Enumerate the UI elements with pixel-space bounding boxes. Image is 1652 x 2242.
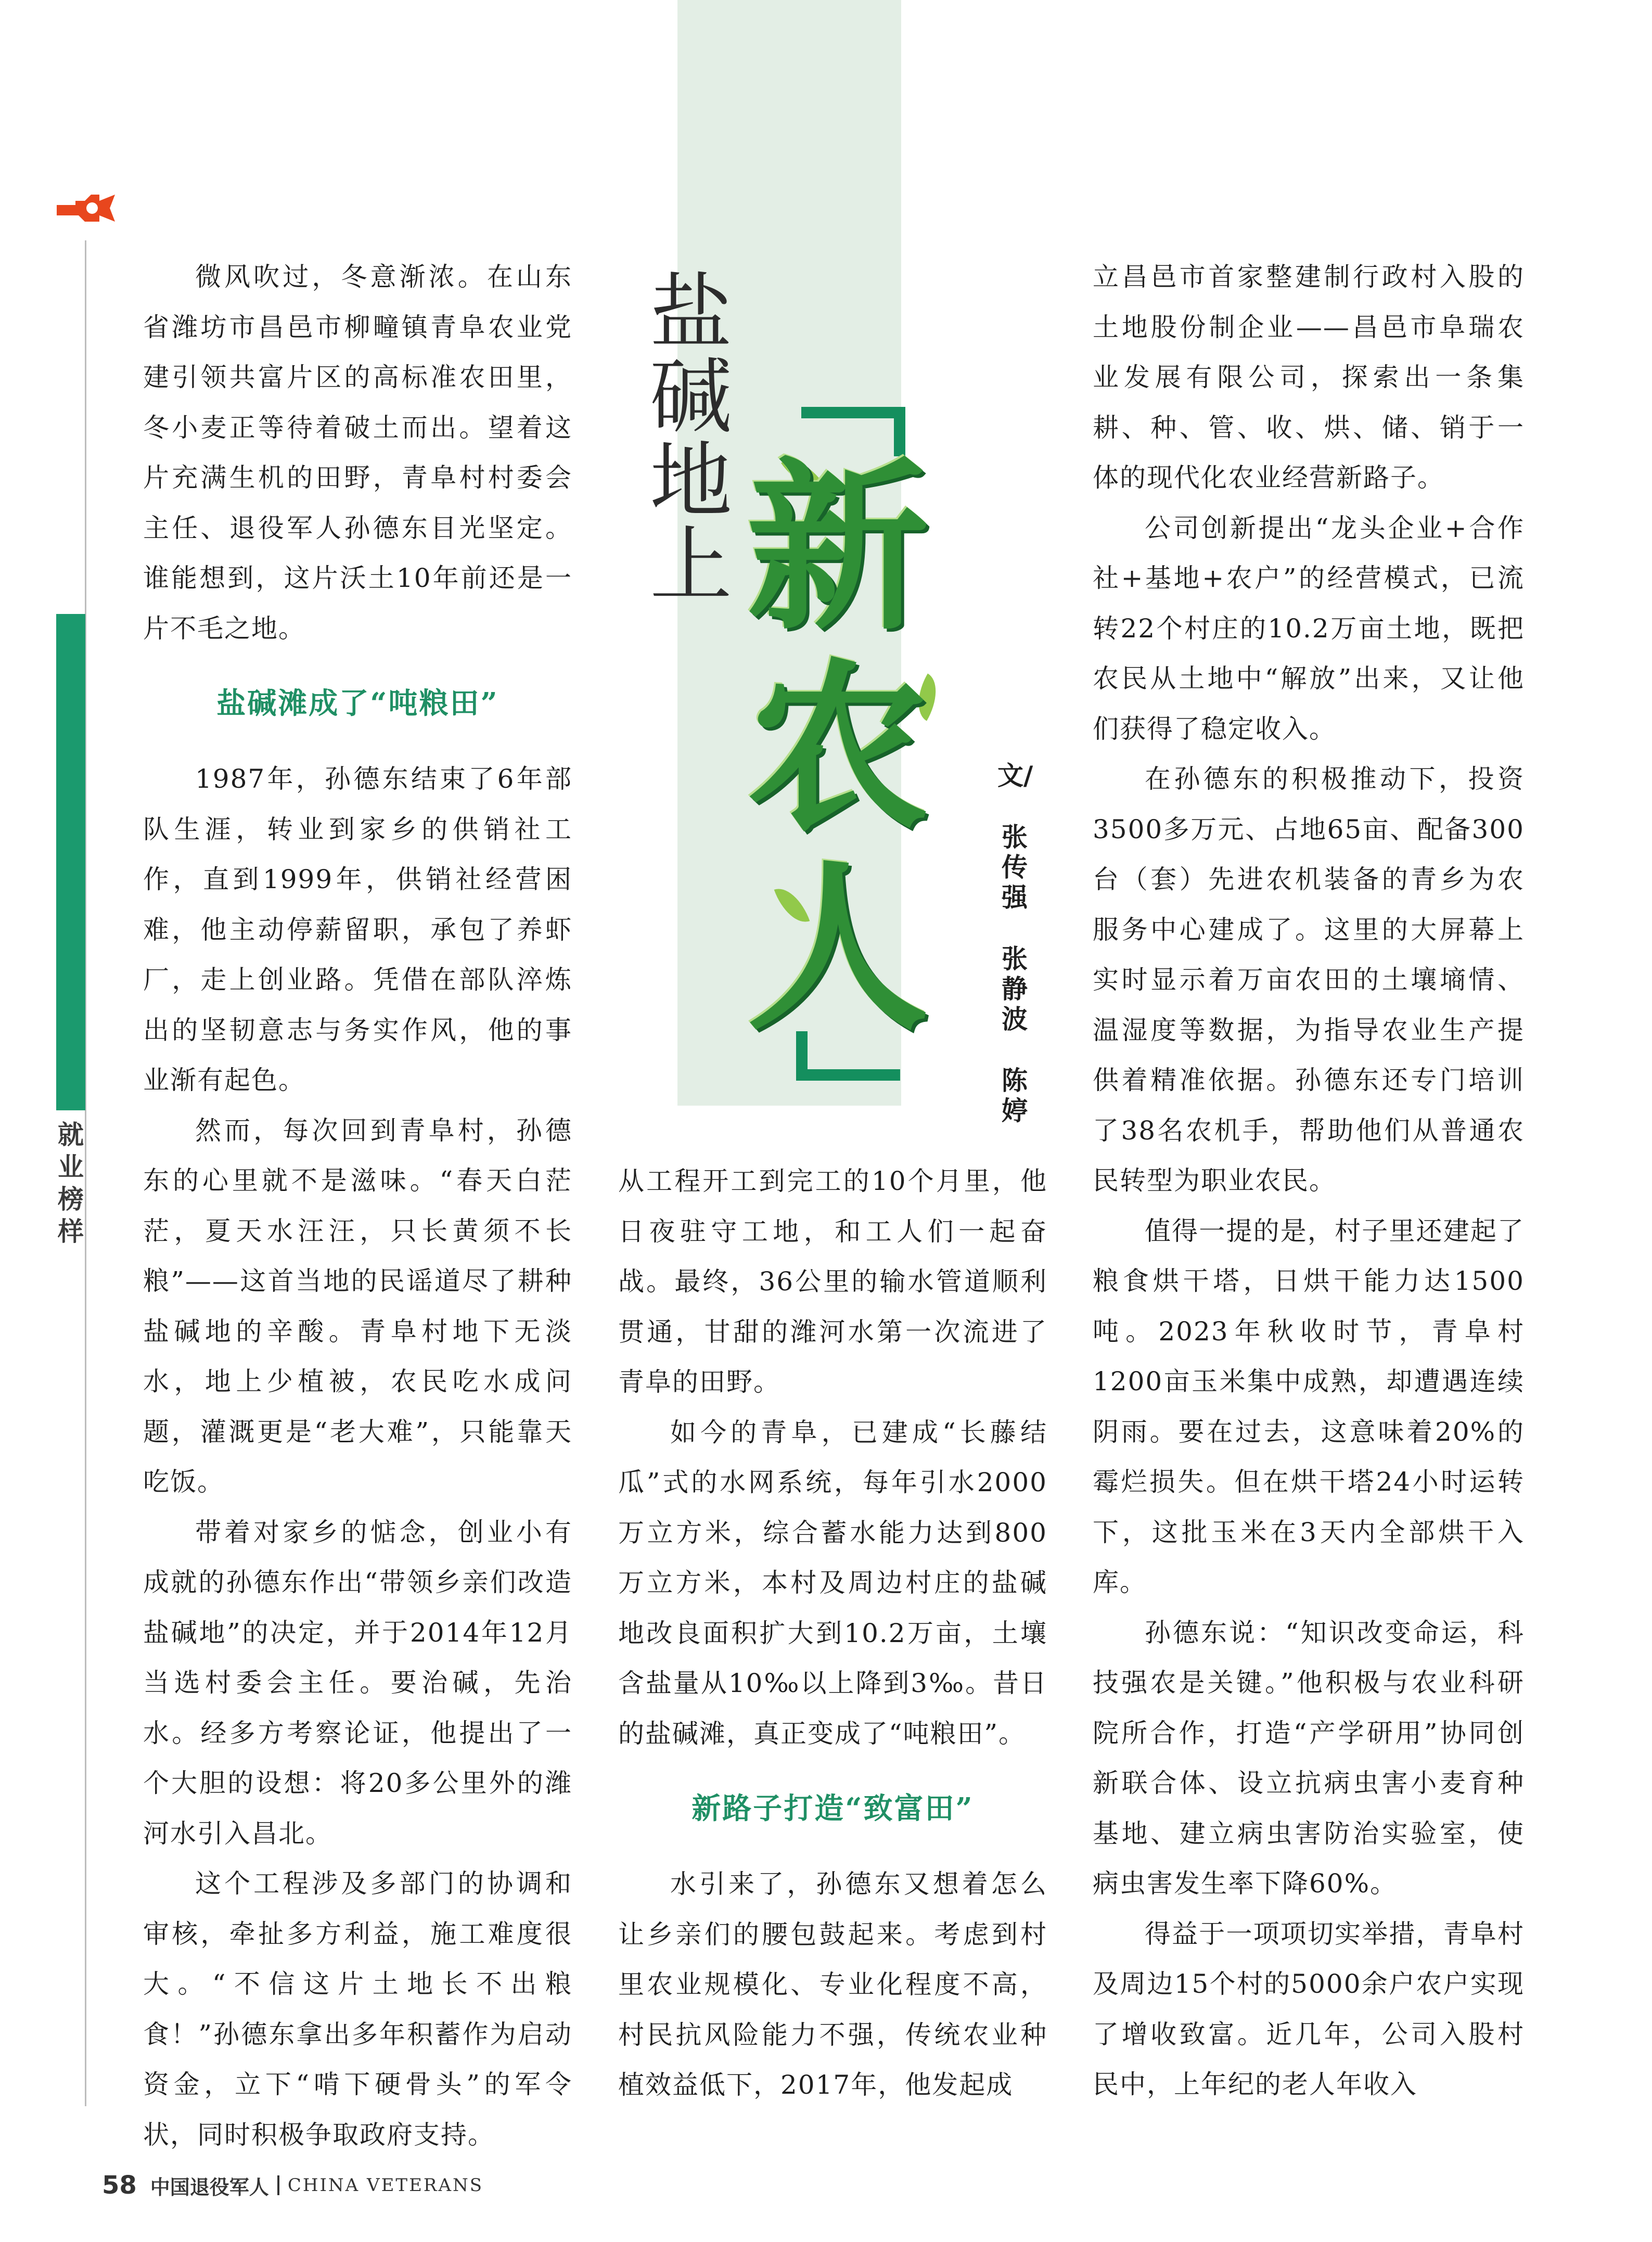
byline-prefix: 文/: [997, 761, 1033, 791]
paragraph: 公司创新提出“龙头企业+合作社+基地+农户”的经营模式，已流转22个村庄的10.2万亩土地，既把农民从土地中“解放”出来，又让他们获得了稳定收入。: [1093, 513, 1525, 744]
author-name: 张静波: [1002, 944, 1028, 1034]
page-number: 58: [102, 2171, 137, 2200]
paragraph: 得益于一项项切实举措，青阜村及周边15个村的5000余户农户实现了增收致富。近几年，公司入股村民中，上年纪的老人年收入: [1093, 1918, 1525, 2099]
paragraph: 在孙德东的积极推动下，投资3500多万元、占地65亩、配备300台（套）先进农机装备的青乡为农服务中心建成了。这里的大屏幕上实时显示着万亩农田的土壤墒情、温湿度等数据，为指导农业生产提供着精准依据。孙德东还专门培训了38名农机手，帮助他们从普通农民转型为职业农民。: [1093, 764, 1525, 1196]
paragraph: 微风吹过，冬意渐浓。在山东省潍坊市昌邑市柳疃镇青阜农业党建引领共富片区的高标准农田里，冬小麦正等待着破土而出。望着这片充满生机的田野，青阜村村委会主任、退役军人孙德东目光坚定。谁能想到，这片沃土10年前还是一片不毛之地。: [143, 262, 572, 644]
section-accent-bar: [56, 614, 85, 1110]
article-column-1: [143, 252, 572, 2160]
paragraph: 孙德东说：“知识改变命运，科技强农是关键。”他积极与农业科研院所合作，打造“产学研用”协同创新联合体、设立抗病虫害小麦育种基地、建立病虫害防治实验室，使病虫害发生率下降60%。: [1093, 1617, 1525, 1899]
article-column-3: [1093, 252, 1525, 2110]
author-name: 陈婷: [1002, 1066, 1028, 1126]
title-close-bracket: [796, 1031, 900, 1081]
magazine-logo-icon: [55, 189, 117, 227]
magazine-name-en: CHINA VETERANS: [287, 2175, 484, 2196]
article-column-2: [618, 1156, 1047, 2110]
paragraph: 从工程开工到完工的10个月里，他日夜驻守工地，和工人们一起奋战。最终，36公里的输水管道顺利贯通，甘甜的潍河水第一次流进了青阜的田野。: [618, 1166, 1047, 1397]
byline: [997, 761, 1032, 1126]
paragraph: 如今的青阜，已建成“长藤结瓜”式的水网系统，每年引水2000万立方米，综合蓄水能力达到800万立方米，本村及周边村庄的盐碱地改良面积扩大到10.2万亩，土壤含盐量从10‰以上降到3‰。昔日的盐碱滩，真正变成了“吨粮田”。: [618, 1417, 1047, 1749]
footer-divider: [277, 2175, 279, 2195]
paragraph: 带着对家乡的惦念，创业小有成就的孙德东作出“带领乡亲们改造盐碱地”的决定，并于2014年12月当选村委会主任。要治碱，先治水。经多方考察论证，他提出了一个大胆的设想：将20多公里外的潍河水引入昌北。: [143, 1517, 572, 1849]
paragraph: 值得一提的是，村子里还建起了粮食烘干塔，日烘干能力达1500吨。2023年秋收时节，青阜村1200亩玉米集中成熟，却遭遇连续阴雨。要在过去，这意味着20%的霉烂损失。但在烘干塔24小时运转下，这批玉米在3天内全部烘干入库。: [1093, 1215, 1525, 1597]
paragraph: 1987年，孙德东结束了6年部队生涯，转业到家乡的供销社工作，直到1999年，供销社经营困难，他主动停薪留职，承包了养虾厂，走上创业路。凭借在部队淬炼出的坚韧意志与务实作风，他的事业渐有起色。: [143, 764, 572, 1095]
paragraph: 水引来了，孙德东又想着怎么让乡亲们的腰包鼓起来。考虑到村里农业规模化、专业化程度不高，村民抗风险能力不强，传统农业种植效益低下，2017年，他发起成: [618, 1869, 1047, 2100]
page-footer: [102, 2170, 483, 2201]
paragraph: 然而，每次回到青阜村，孙德东的心里就不是滋味。“春天白茫茫，夏天水汪汪，只长黄须不长粮”——这首当地的民谣道尽了耕种盐碱地的辛酸。青阜村地下无淡水，地上少植被，农民吃水成问题，灌溉更是“老大难”，只能靠天吃饭。: [143, 1115, 572, 1497]
paragraph: 这个工程涉及多部门的协调和审核，牵扯多方利益，施工难度很大。“不信这片土地长不出粮食！”孙德东拿出多年积蓄作为启动资金，立下“啃下硬骨头”的军令状，同时积极争取政府支持。: [143, 1868, 572, 2150]
section-label: 就业榜样: [58, 1120, 84, 1247]
title-line-1: 盐碱地上: [650, 265, 732, 613]
magazine-name: 中国退役军人: [150, 2175, 269, 2199]
subheading: 新路子打造“致富田”: [691, 1791, 974, 1826]
title-line-2: 新农人: [747, 440, 929, 1055]
subheading: 盐碱滩成了“吨粮田”: [216, 686, 499, 721]
paragraph: 立昌邑市首家整建制行政村入股的土地股份制企业——昌邑市阜瑞农业发展有限公司，探索出一条集耕、种、管、收、烘、储、销于一体的现代化农业经营新路子。: [1093, 262, 1525, 493]
author-name: 张传强: [1002, 822, 1028, 913]
